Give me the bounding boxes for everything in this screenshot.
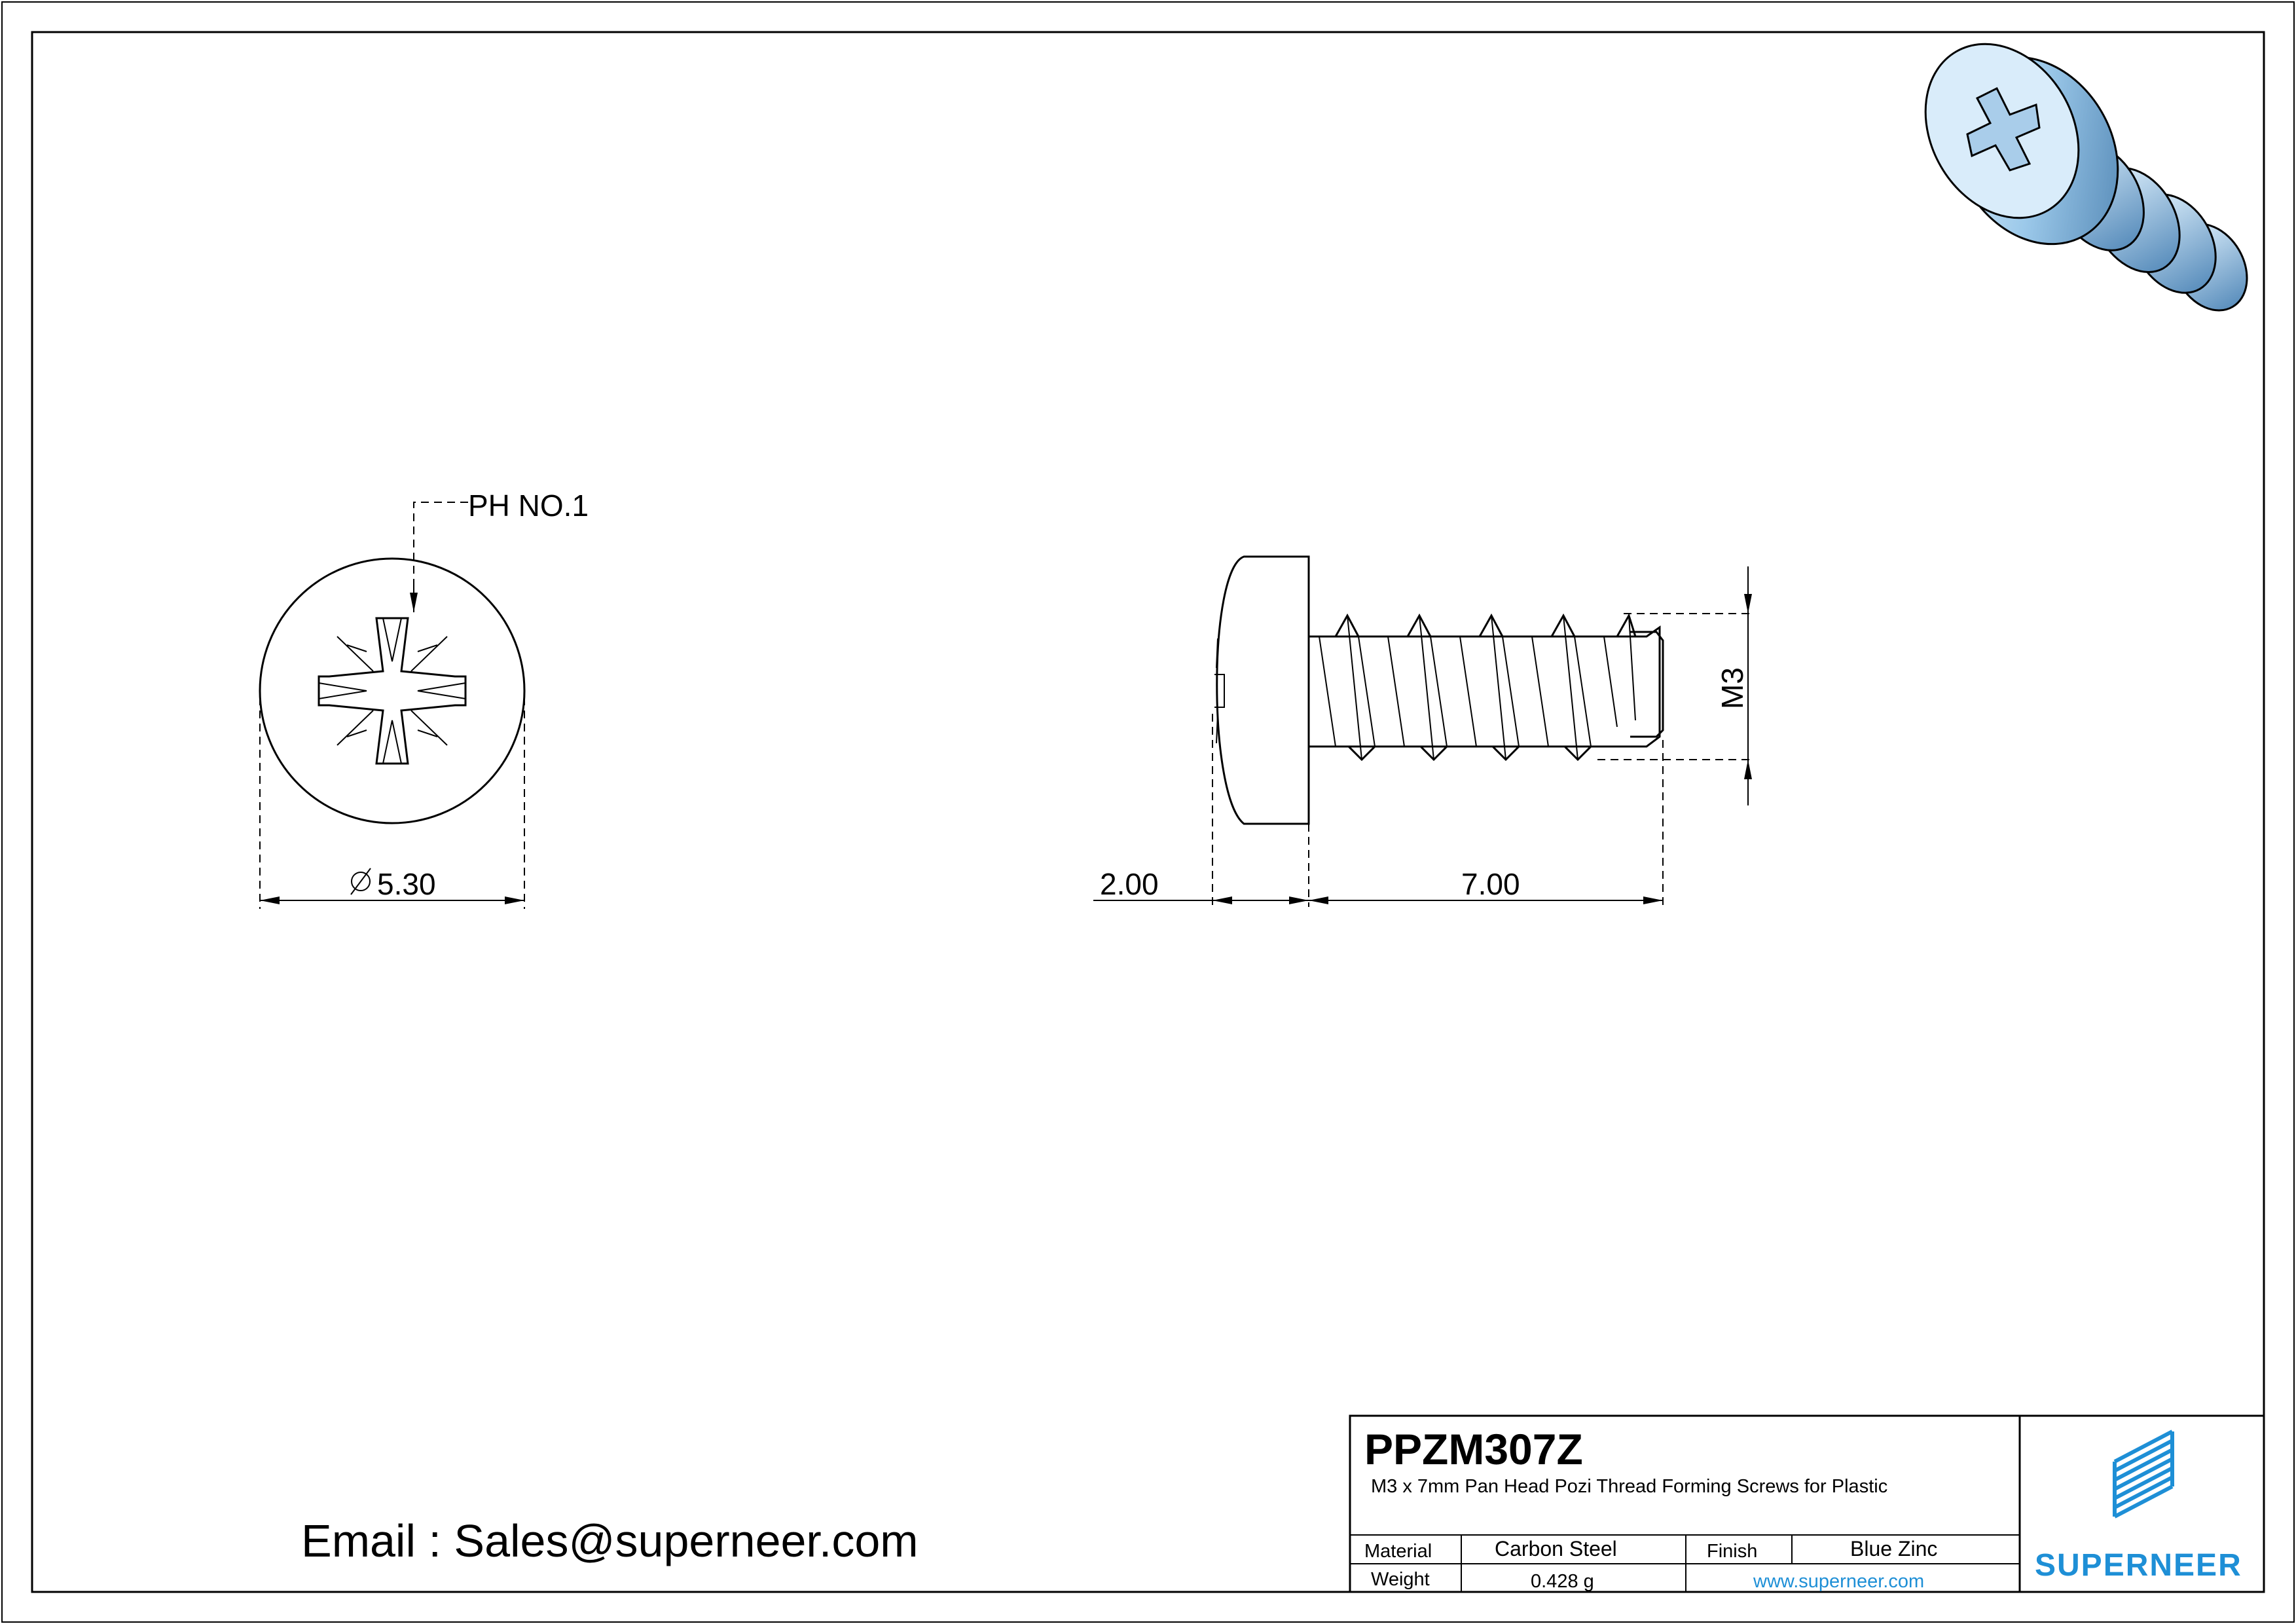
screw-side-view (1214, 557, 1663, 824)
dim-diameter: 5.30 (377, 867, 436, 901)
dim-head-height: 2.00 (1100, 867, 1159, 901)
contact-email[interactable]: Email : Sales@superneer.com (301, 1515, 919, 1566)
inner-border (32, 32, 2264, 1592)
superneer-logo-icon (2115, 1431, 2172, 1517)
finish-value: Blue Zinc (1850, 1537, 1938, 1560)
screw-iso-icon (1895, 16, 2262, 324)
callout-drive: PH NO.1 (468, 489, 589, 523)
head-top-view (260, 559, 524, 823)
weight-value: 0.428 g (1531, 1571, 1594, 1592)
part-number: PPZM307Z (1364, 1425, 1583, 1473)
material-value: Carbon Steel (1495, 1537, 1617, 1560)
diameter-symbol-icon (351, 868, 371, 895)
dim-length: 7.00 (1461, 867, 1520, 901)
finish-label: Finish (1707, 1541, 1758, 1562)
website-link[interactable]: www.superneer.com (1753, 1571, 1925, 1592)
brand-name: SUPERNEER (2035, 1548, 2242, 1583)
weight-label: Weight (1371, 1569, 1430, 1590)
part-description: M3 x 7mm Pan Head Pozi Thread Forming Screws for Plastic (1371, 1476, 1888, 1497)
material-label: Material (1364, 1541, 1432, 1562)
dim-thread: M3 (1715, 667, 1749, 709)
callout-leader (414, 502, 468, 581)
outer-border (2, 2, 2294, 1622)
